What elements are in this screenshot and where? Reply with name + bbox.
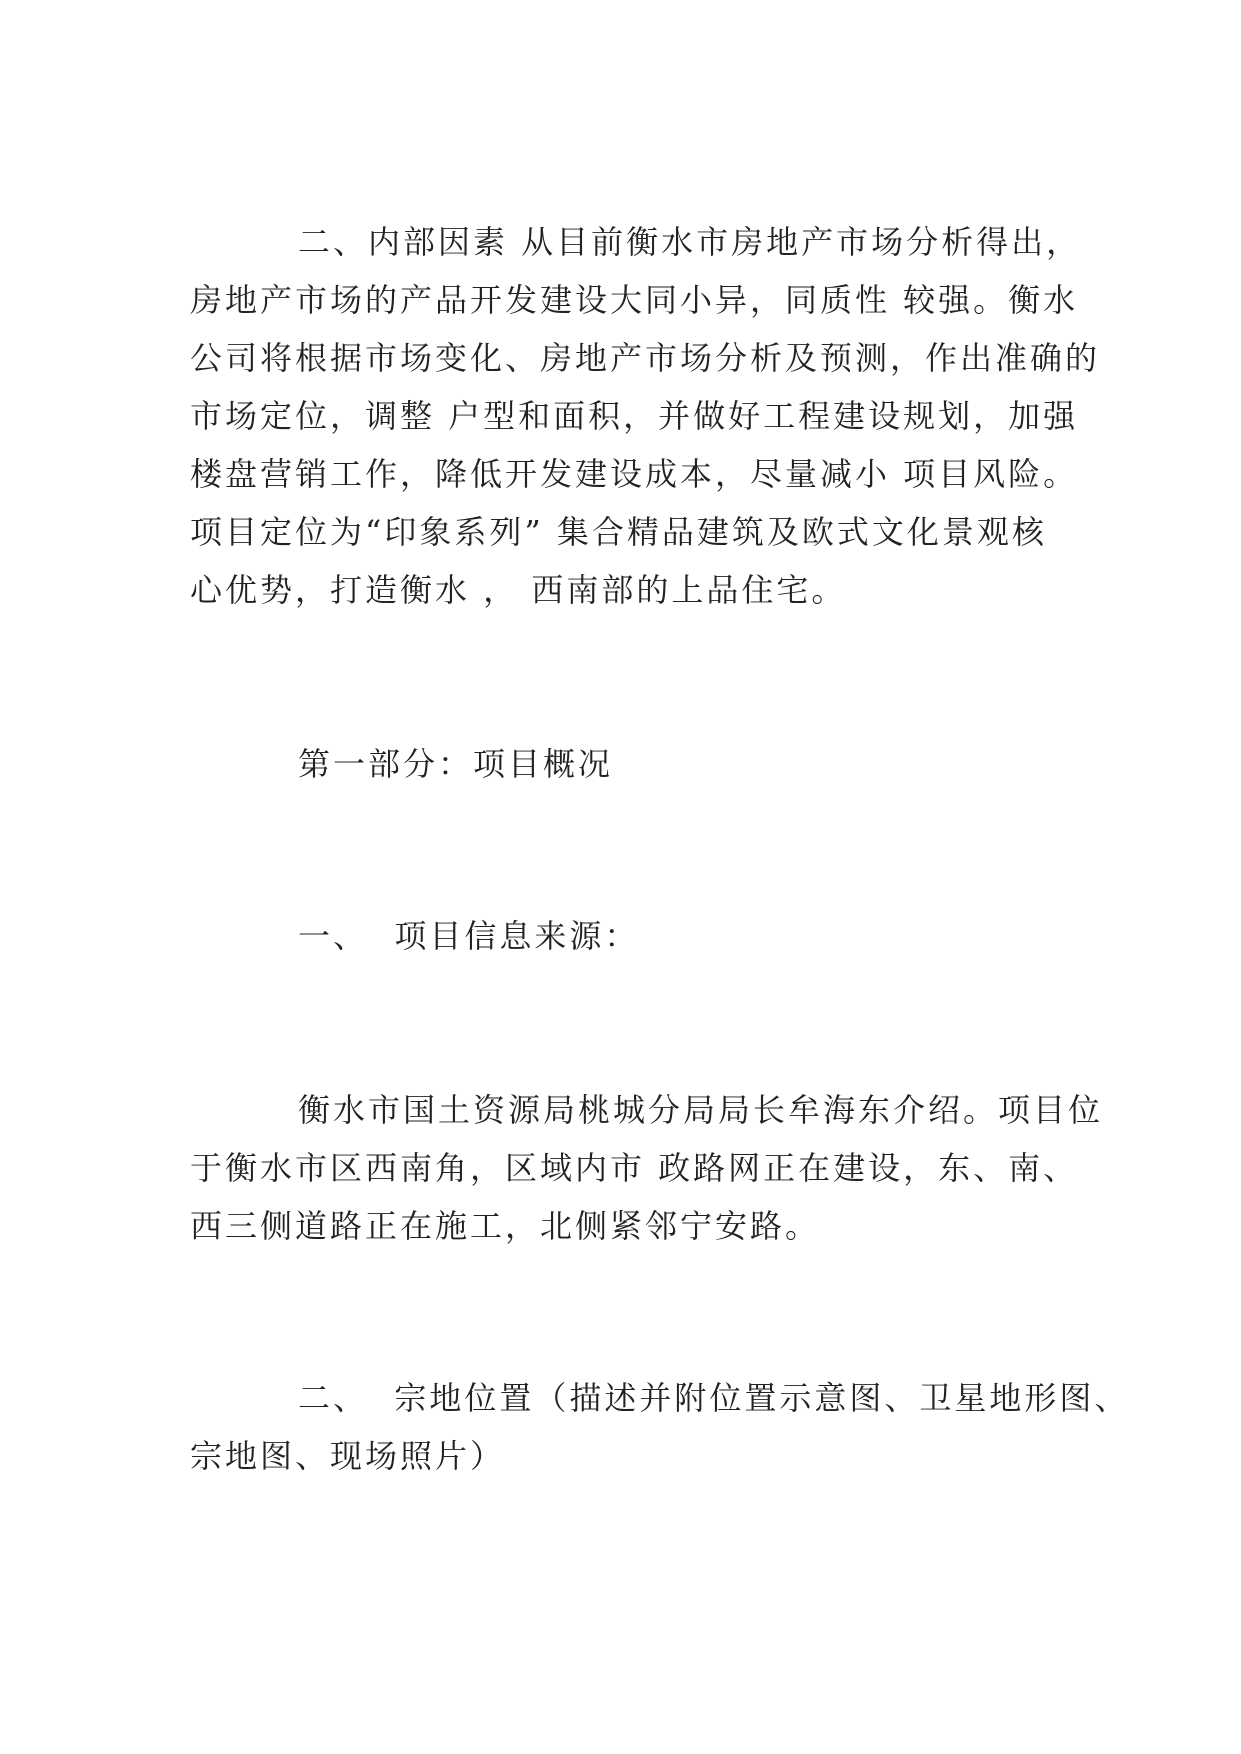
paragraph-internal-factors-line: 房地产市场的产品开发建设大同小异，同质性 较强。衡水	[190, 281, 1079, 319]
paragraph-internal-factors-line: 公司将根据市场变化、房地产市场分析及预测，作出准确的	[190, 339, 1101, 377]
paragraph-internal-factors-line: 心优势，打造衡水 ， 西南部的上品住宅。	[190, 571, 847, 609]
paragraph-internal-factors-line: 二、内部因素 从目前衡水市房地产市场分析得出，	[298, 223, 1082, 261]
paragraph-info-source-line: 于衡水市区西南角，区域内市 政路网正在建设，东、南、	[190, 1149, 1079, 1187]
subsection-heading-info-source: 一、 项目信息来源：	[298, 917, 640, 955]
paragraph-internal-factors-line: 市场定位，调整 户型和面积，并做好工程建设规划，加强	[190, 397, 1079, 435]
paragraph-internal-factors-line: 楼盘营销工作，降低开发建设成本，尽量减小 项目风险。	[190, 455, 1079, 493]
paragraph-info-source-line: 衡水市国土资源局桃城分局局长牟海东介绍。项目位	[298, 1091, 1104, 1129]
subsection-heading-land-location: 二、 宗地位置（描述并附位置示意图、卫星地形图、	[298, 1379, 1130, 1417]
section-heading-project-overview: 第一部分：项目概况	[298, 745, 614, 783]
subsection-heading-land-location-continued: 宗地图、现场照片）	[190, 1437, 506, 1475]
paragraph-internal-factors-line: 项目定位为“印象系列” 集合精品建筑及欧式文化景观核	[190, 513, 1047, 551]
paragraph-info-source-line: 西三侧道路正在施工，北侧紧邻宁安路。	[190, 1207, 821, 1245]
